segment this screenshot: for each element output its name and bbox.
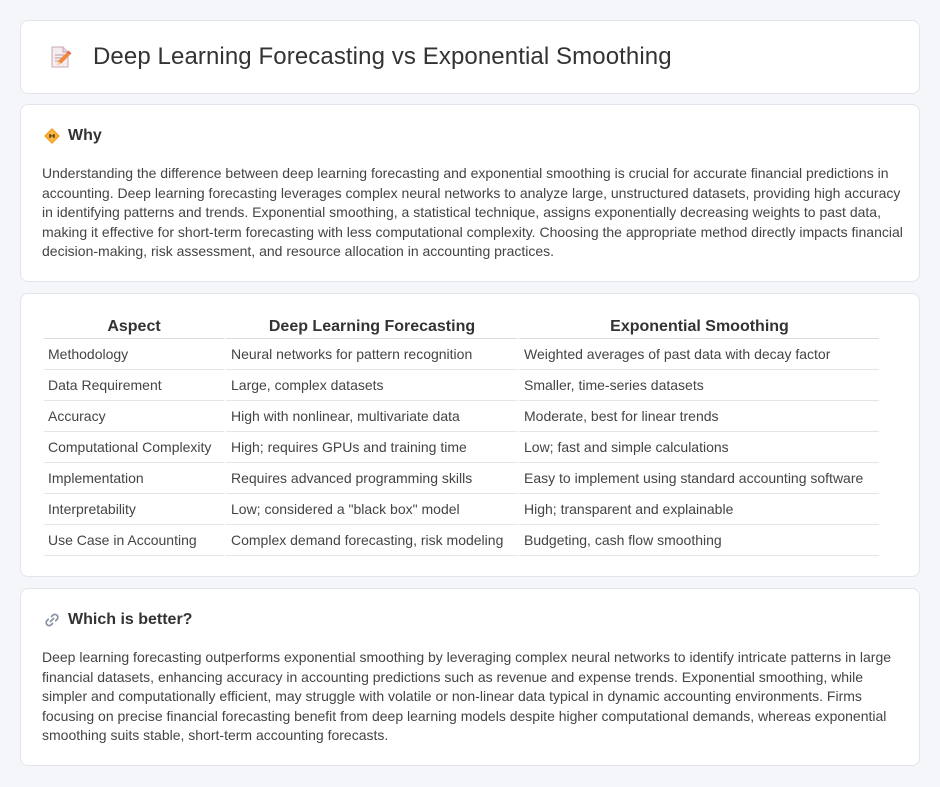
link-icon — [43, 611, 61, 629]
diamond-sign-icon — [43, 127, 61, 145]
exponential-smoothing-cell: Weighted averages of past data with decay factor — [517, 339, 879, 370]
column-header-aspect: Aspect — [44, 316, 224, 339]
deep-learning-cell: Requires advanced programming skills — [224, 463, 517, 494]
document-pencil-icon — [47, 44, 73, 70]
why-section — [20, 104, 920, 282]
exponential-smoothing-cell: Easy to implement using standard accounting software — [517, 463, 879, 494]
aspect-cell: Data Requirement — [44, 370, 224, 401]
which-is-better-section — [20, 588, 920, 766]
table-row — [44, 432, 879, 463]
aspect-cell: Accuracy — [44, 401, 224, 432]
exponential-smoothing-cell: Low; fast and simple calculations — [517, 432, 879, 463]
deep-learning-cell: Low; considered a "black box" model — [224, 494, 517, 525]
aspect-cell: Methodology — [44, 339, 224, 370]
comparison-card — [20, 293, 920, 577]
column-header-exponential-smoothing: Exponential Smoothing — [517, 316, 879, 339]
aspect-cell: Computational Complexity — [44, 432, 224, 463]
table-row — [44, 494, 879, 525]
page-title: Deep Learning Forecasting vs Exponential Smoothing — [93, 43, 672, 70]
table-header-row — [44, 316, 879, 339]
which-is-better-title: Which is better? — [68, 611, 193, 628]
which-is-better-text: Deep learning forecasting outperforms exponential smoothing by leveraging complex neural networks to identify intricate patterns in large financial datasets, enhancing accuracy in accounting predictions such as revenue and expense trends. Exponential smoothing, while simpler and computationally efficient, may struggle with volatile or non-linear data typical in dynamic accounting environments. Firms focusing on precise financial forecasting benefit from deep learning models despite higher computational demands, whereas exponential smoothing suits stable, short-term accounting forecasts. — [42, 649, 892, 744]
comparison-table — [44, 316, 879, 556]
header-card — [20, 20, 920, 94]
table-row — [44, 463, 879, 494]
deep-learning-cell: High with nonlinear, multivariate data — [224, 401, 517, 432]
deep-learning-cell: Neural networks for pattern recognition — [224, 339, 517, 370]
table-row — [44, 339, 879, 370]
deep-learning-cell: Complex demand forecasting, risk modeling — [224, 525, 517, 556]
exponential-smoothing-cell: Moderate, best for linear trends — [517, 401, 879, 432]
exponential-smoothing-cell: High; transparent and explainable — [517, 494, 879, 525]
aspect-cell: Interpretability — [44, 494, 224, 525]
deep-learning-cell: High; requires GPUs and training time — [224, 432, 517, 463]
table-row — [44, 401, 879, 432]
deep-learning-cell: Large, complex datasets — [224, 370, 517, 401]
why-text: Understanding the difference between deep learning forecasting and exponential smoothing is crucial for accurate financial predictions in accounting. Deep learning forecasting leverages complex neural networks to analyze large, unstructured datasets, providing high accuracy in identifying patterns and trends. Exponential smoothing, a statistical technique, assigns exponentially decreasing weights to past data, making it effective for short-term forecasting with less computational complexity. Choosing the appropriate method directly impacts financial decision-making, risk assessment, and resource allocation in accounting practices. — [42, 165, 903, 260]
aspect-cell: Use Case in Accounting — [44, 525, 224, 556]
table-row — [44, 370, 879, 401]
table-row — [44, 525, 879, 556]
exponential-smoothing-cell: Budgeting, cash flow smoothing — [517, 525, 879, 556]
aspect-cell: Implementation — [44, 463, 224, 494]
exponential-smoothing-cell: Smaller, time-series datasets — [517, 370, 879, 401]
why-title: Why — [68, 127, 102, 144]
column-header-deep-learning: Deep Learning Forecasting — [224, 316, 517, 339]
